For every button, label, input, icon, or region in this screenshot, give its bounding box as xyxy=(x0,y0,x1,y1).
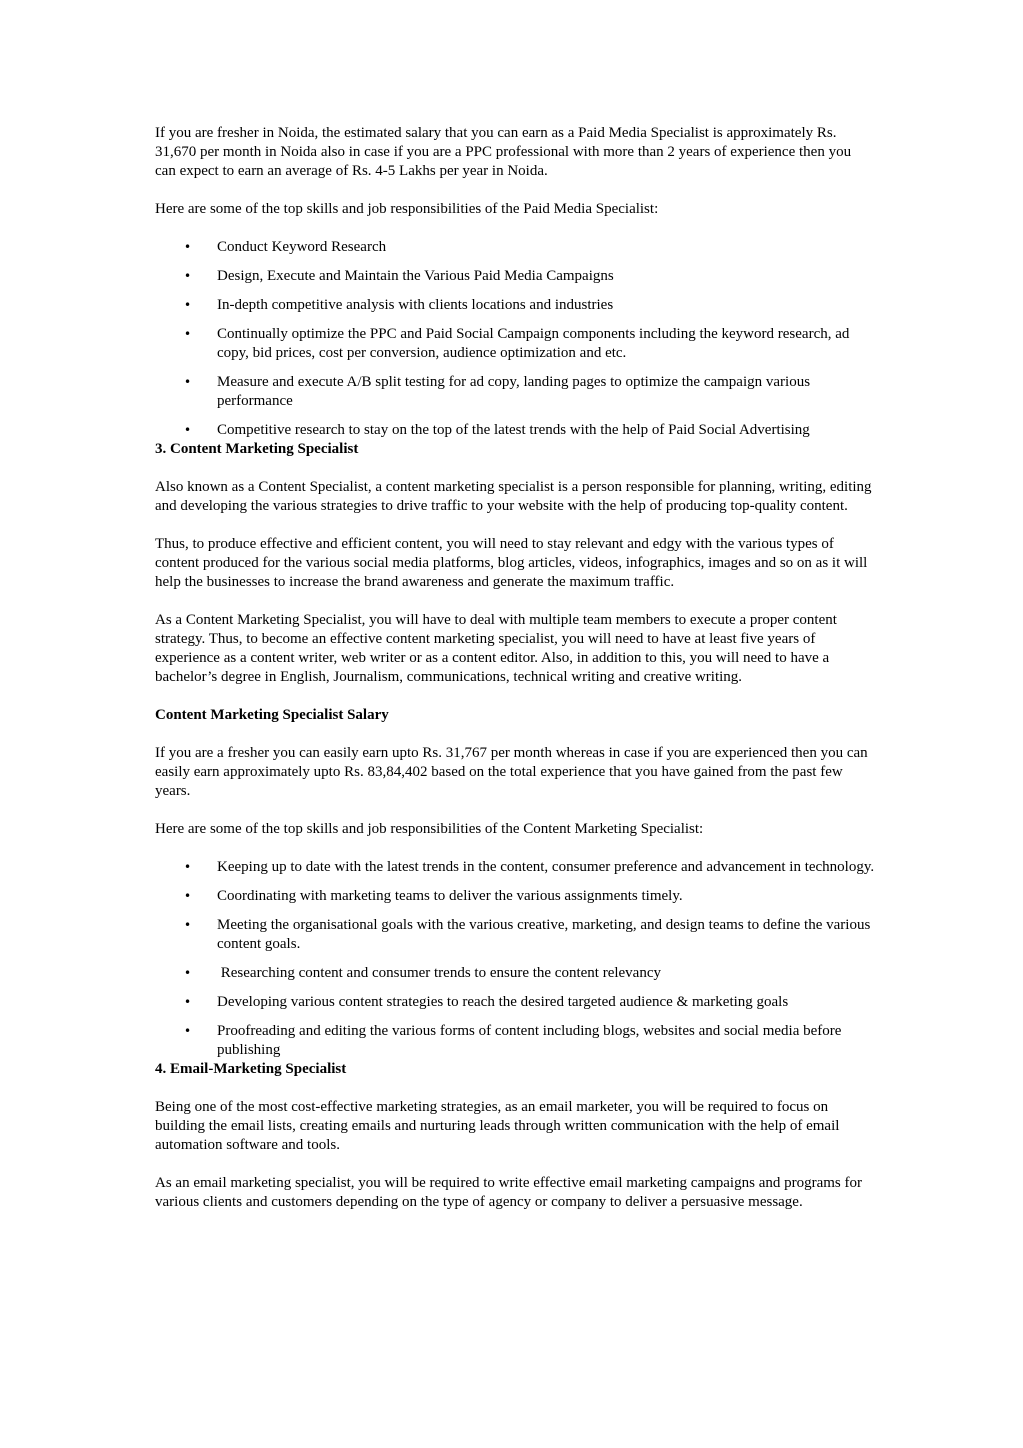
paid-media-salary-paragraph: If you are fresher in Noida, the estimated salary that you can earn as a Paid Media Specialist is approximately Rs. 31,670 per month in Noida also in case if you are a PPC professional with more than 2 years of experience then you can expect to earn an average of Rs. 4-5 Lakhs per year in Noida. xyxy=(155,125,852,179)
list-item-text: Design, Execute and Maintain the Various Paid Media Campaigns xyxy=(217,268,614,284)
list-item-text: Developing various content strategies to reach the desired targeted audience & marketing goals xyxy=(217,994,789,1010)
list-item xyxy=(155,238,875,257)
list-item-text: Coordinating with marketing teams to deliver the various assignments timely. xyxy=(217,888,683,904)
bullet-icon: • xyxy=(184,966,192,980)
list-item xyxy=(155,964,875,983)
list-item xyxy=(155,993,875,1012)
bullet-icon: • xyxy=(184,327,192,341)
list-item-text: Researching content and consumer trends to ensure the content relevancy xyxy=(217,965,662,981)
bullet-icon: • xyxy=(184,1024,192,1038)
content-marketing-paragraph: As a Content Marketing Specialist, you will have to deal with multiple team members to execute a proper content strategy. Thus, to become an effective content marketing specialist, you will need to have at least five years of experience as a content writer, web writer or as a content editor. Also, in addition to this, you will need to have a bachelor’s degree in English, Journalism, communications, technical writing and creative writing. xyxy=(155,612,837,685)
bullet-icon: • xyxy=(184,423,192,437)
list-item-text: Competitive research to stay on the top of the latest trends with the help of Paid Social Advertising xyxy=(217,422,810,438)
bullet-icon: • xyxy=(184,860,192,874)
list-item xyxy=(155,887,875,906)
bullet-icon: • xyxy=(184,269,192,283)
bullet-icon: • xyxy=(184,298,192,312)
list-item xyxy=(155,325,875,363)
list-item xyxy=(155,858,875,877)
list-item xyxy=(155,296,875,315)
content-marketing-skills-list xyxy=(155,858,875,1060)
paid-media-skills-intro: Here are some of the top skills and job responsibilities of the Paid Media Specialist: xyxy=(155,201,659,217)
bullet-icon: • xyxy=(184,240,192,254)
bullet-icon: • xyxy=(184,889,192,903)
list-item-text: Proofreading and editing the various forms of content including blogs, websites and social media before publishing xyxy=(217,1023,842,1058)
bullet-icon: • xyxy=(184,995,192,1009)
list-item-text: Meeting the organisational goals with the various creative, marketing, and design teams to define the various content goals. xyxy=(217,917,871,952)
email-marketing-heading: 4. Email-Marketing Specialist xyxy=(155,1061,347,1077)
content-marketing-skills-intro: Here are some of the top skills and job responsibilities of the Content Marketing Specialist: xyxy=(155,821,704,837)
paid-media-skills-list xyxy=(155,238,875,440)
list-item-text: Measure and execute A/B split testing for ad copy, landing pages to optimize the campaign various performance xyxy=(217,374,811,409)
list-item xyxy=(155,267,875,286)
content-marketing-paragraph: Also known as a Content Specialist, a content marketing specialist is a person responsible for planning, writing, editing and developing the various strategies to drive traffic to your website with the help of producing top-quality content. xyxy=(155,479,872,514)
list-item-text: Keeping up to date with the latest trends in the content, consumer preference and advancement in technology. xyxy=(217,859,875,875)
content-marketing-salary-heading: Content Marketing Specialist Salary xyxy=(155,707,389,723)
content-marketing-salary-paragraph: If you are a fresher you can easily earn upto Rs. 31,767 per month whereas in case if you are experienced then you can easily earn approximately upto Rs. 83,84,402 based on the total experience that you have gained from the past few years. xyxy=(155,745,868,799)
list-item xyxy=(155,421,875,440)
list-item xyxy=(155,916,875,954)
bullet-icon: • xyxy=(184,918,192,932)
list-item-text: Continually optimize the PPC and Paid Social Campaign components including the keyword research, ad copy, bid prices, cost per conversion, audience optimization and etc. xyxy=(217,326,850,361)
list-item-text: In-depth competitive analysis with clients locations and industries xyxy=(217,297,614,313)
list-item xyxy=(155,373,875,411)
email-marketing-paragraph: As an email marketing specialist, you will be required to write effective email marketing campaigns and programs for various clients and customers depending on the type of agency or company to deliver a persuasive message. xyxy=(155,1175,862,1210)
document-page xyxy=(155,124,875,1231)
content-marketing-paragraph: Thus, to produce effective and efficient content, you will need to stay relevant and edgy with the various types of content produced for the various social media platforms, blog articles, videos, infographics, images and so on as it will help the businesses to increase the brand awareness and generate the maximum traffic. xyxy=(155,536,868,590)
content-marketing-heading: 3. Content Marketing Specialist xyxy=(155,441,359,457)
list-item-text: Conduct Keyword Research xyxy=(217,239,387,255)
bullet-icon: • xyxy=(184,375,192,389)
list-item xyxy=(155,1022,875,1060)
email-marketing-paragraph: Being one of the most cost-effective marketing strategies, as an email marketer, you will be required to focus on building the email lists, creating emails and nurturing leads through written communication with the help of email automation software and tools. xyxy=(155,1099,840,1153)
